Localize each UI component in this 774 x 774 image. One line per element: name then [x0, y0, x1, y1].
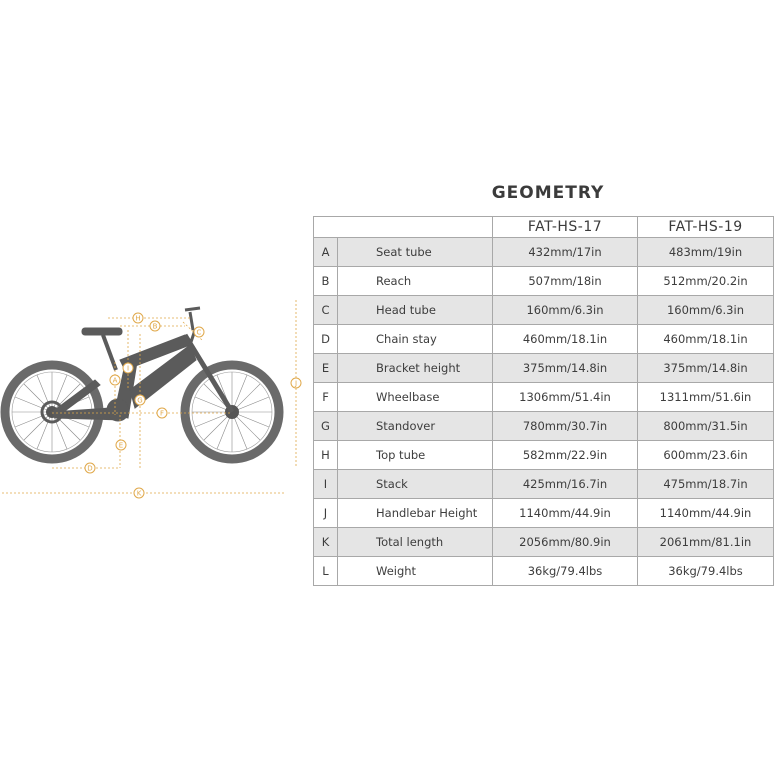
svg-text:D: D: [87, 464, 93, 473]
row-letter: J: [314, 499, 338, 528]
row-letter: A: [314, 238, 338, 267]
svg-text:E: E: [118, 441, 124, 450]
row-value-fat-hs-19: 2061mm/81.1in: [638, 528, 774, 557]
model-header-fat-hs-19: FAT-HS-19: [638, 217, 774, 238]
table-row: [314, 470, 774, 499]
row-value-fat-hs-19: 1311mm/51.6in: [638, 383, 774, 412]
geometry-title: GEOMETRY: [491, 183, 605, 203]
row-value-fat-hs-19: 1140mm/44.9in: [638, 499, 774, 528]
svg-text:A: A: [112, 376, 118, 385]
row-letter: K: [314, 528, 338, 557]
row-measurement-name: Weight: [338, 557, 493, 586]
row-value-fat-hs-17: 160mm/6.3in: [493, 296, 638, 325]
row-value-fat-hs-19: 460mm/18.1in: [638, 325, 774, 354]
row-value-fat-hs-17: 2056mm/80.9in: [493, 528, 638, 557]
row-value-fat-hs-19: 375mm/14.8in: [638, 354, 774, 383]
row-value-fat-hs-17: 460mm/18.1in: [493, 325, 638, 354]
row-value-fat-hs-17: 36kg/79.4lbs: [493, 557, 638, 586]
bike-geometry-diagram: [0, 290, 305, 505]
row-measurement-name: Top tube: [338, 441, 493, 470]
row-value-fat-hs-19: 512mm/20.2in: [638, 267, 774, 296]
header-blank-cell: [314, 217, 493, 238]
row-measurement-name: Total length: [338, 528, 493, 557]
svg-text:K: K: [136, 489, 142, 498]
row-value-fat-hs-17: 507mm/18in: [493, 267, 638, 296]
row-value-fat-hs-17: 1140mm/44.9in: [493, 499, 638, 528]
row-value-fat-hs-19: 36kg/79.4lbs: [638, 557, 774, 586]
table-row: [314, 499, 774, 528]
row-value-fat-hs-17: 425mm/16.7in: [493, 470, 638, 499]
svg-text:B: B: [152, 322, 158, 331]
row-value-fat-hs-19: 160mm/6.3in: [638, 296, 774, 325]
table-row: [314, 238, 774, 267]
table-row: [314, 267, 774, 296]
table-row: [314, 296, 774, 325]
svg-text:G: G: [137, 396, 143, 405]
svg-text:F: F: [159, 409, 165, 418]
row-value-fat-hs-17: 1306mm/51.4in: [493, 383, 638, 412]
row-letter: D: [314, 325, 338, 354]
model-header-fat-hs-17: FAT-HS-17: [493, 217, 638, 238]
row-letter: H: [314, 441, 338, 470]
row-value-fat-hs-19: 483mm/19in: [638, 238, 774, 267]
row-letter: E: [314, 354, 338, 383]
svg-text:C: C: [196, 328, 202, 337]
table-row: [314, 412, 774, 441]
row-letter: F: [314, 383, 338, 412]
row-measurement-name: Head tube: [338, 296, 493, 325]
table-row: [314, 354, 774, 383]
row-value-fat-hs-19: 600mm/23.6in: [638, 441, 774, 470]
row-letter: G: [314, 412, 338, 441]
row-letter: I: [314, 470, 338, 499]
row-measurement-name: Chain stay: [338, 325, 493, 354]
table-row: [314, 383, 774, 412]
row-value-fat-hs-19: 800mm/31.5in: [638, 412, 774, 441]
table-row: [314, 441, 774, 470]
row-letter: B: [314, 267, 338, 296]
table-header-row: [314, 217, 774, 238]
row-letter: L: [314, 557, 338, 586]
row-value-fat-hs-17: 582mm/22.9in: [493, 441, 638, 470]
row-measurement-name: Reach: [338, 267, 493, 296]
row-value-fat-hs-17: 375mm/14.8in: [493, 354, 638, 383]
row-measurement-name: Handlebar Height: [338, 499, 493, 528]
row-measurement-name: Standover: [338, 412, 493, 441]
row-measurement-name: Wheelbase: [338, 383, 493, 412]
row-measurement-name: Seat tube: [338, 238, 493, 267]
svg-text:H: H: [135, 314, 141, 323]
row-value-fat-hs-17: 780mm/30.7in: [493, 412, 638, 441]
row-value-fat-hs-17: 432mm/17in: [493, 238, 638, 267]
row-measurement-name: Bracket height: [338, 354, 493, 383]
table-row: [314, 557, 774, 586]
row-value-fat-hs-19: 475mm/18.7in: [638, 470, 774, 499]
table-row: [314, 325, 774, 354]
svg-text:I: I: [126, 364, 130, 373]
svg-text:J: J: [294, 379, 298, 388]
row-measurement-name: Stack: [338, 470, 493, 499]
row-letter: C: [314, 296, 338, 325]
geometry-spec-table: [313, 216, 774, 586]
table-body: [314, 238, 774, 586]
table-row: [314, 528, 774, 557]
